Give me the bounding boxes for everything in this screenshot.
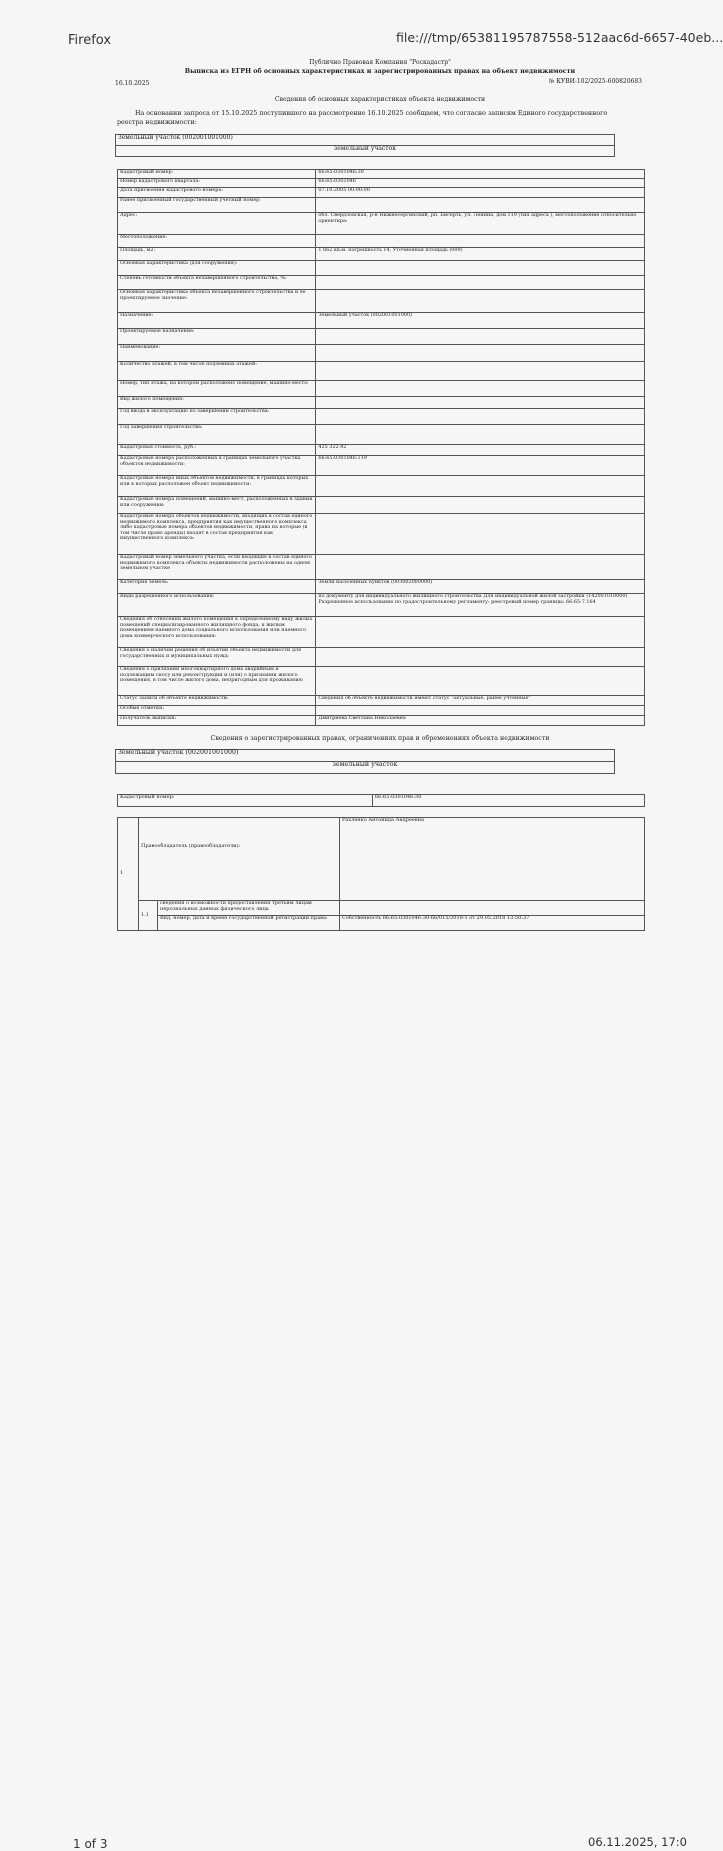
row-label: Наименование: [118, 345, 316, 362]
print-date: 06.11.2025, 17:0 [588, 1835, 687, 1849]
table-row [118, 594, 645, 617]
row-value [316, 397, 645, 409]
rights-section-title: Сведения о зарегистрированных правах, ограничениях прав и обременениях объекта недвижимости [210, 735, 550, 742]
row-value [316, 362, 645, 381]
row-label: Особые отметки: [118, 706, 316, 716]
table-row [118, 313, 645, 329]
object-header-table [115, 134, 615, 157]
table-row [118, 290, 645, 313]
row-label: Кадастровые номера расположенных в границах земельного участка объектов недвижимости: [118, 456, 316, 476]
characteristics-table [117, 169, 645, 726]
table-row [118, 706, 645, 716]
row-label: Год ввода в эксплуатацию по завершении строительства: [118, 409, 316, 425]
table-row [118, 497, 645, 514]
table-row [118, 276, 645, 290]
table-row [118, 555, 645, 580]
row-label: Статус записи об объекте недвижимости: [118, 696, 316, 706]
right-value: Собственность 66:65:0301046:30-66/015/2018-1 от 29.05.2018 13:50:37 [340, 916, 645, 931]
table-row [118, 617, 645, 648]
row-label: Номер, тип этажа, на котором расположено помещение, машино-место: [118, 381, 316, 397]
org-name: Публично Правовая Компания "Роскадастр" [309, 59, 451, 66]
row-value: по документу для индивидуального жилищного строительства Для индивидуальной жилой застройки (142001010000) Разрешенное использование по градостроительному регламенту: реестровый номер границы: 66:65-7.164 [316, 594, 645, 617]
row-value [316, 476, 645, 497]
row-label: Год завершения строительства: [118, 425, 316, 445]
holder-label: Правообладатель (правообладатели): [139, 818, 340, 901]
table-row [118, 425, 645, 445]
browser-name: Firefox [68, 33, 112, 48]
rights-object-table [115, 749, 615, 774]
table-row [118, 696, 645, 706]
row-value: 66:65:0301046 [316, 179, 645, 188]
rights-object-type-cell: земельный участок [116, 762, 615, 774]
row-label: Степень готовности объекта незавершенного строительства, %: [118, 276, 316, 290]
owner-index: 1 [118, 818, 139, 931]
table-row [118, 381, 645, 397]
faded-stamp-watermark [357, 836, 645, 874]
row-value: Земли населенных пунктов (003002000000) [316, 580, 645, 594]
row-value: 1 662 кв.м. погрешность 14, Уточненная площадь (009) [316, 248, 645, 261]
row-label: Вид жилого помещения: [118, 397, 316, 409]
row-label: Основная характеристика объекта незавершенного строительства и ее проектируемое значение: [118, 290, 316, 313]
table-row [118, 188, 645, 198]
rights-cad-label: Кадастровый номер: [118, 795, 373, 807]
row-value [316, 290, 645, 313]
document-date: 16.10.2025 [115, 80, 150, 87]
table-row [118, 213, 645, 235]
row-value [316, 555, 645, 580]
row-value: 07.10.2005 00:00:00 [316, 188, 645, 198]
row-value [316, 276, 645, 290]
browser-print-header [0, 0, 723, 60]
row-label: Сведения о признании многоквартирного дома аварийным и подлежащим сносу или реконструкции и (или) о признании жилого помещения, в том числе жилого дома, непригодным для проживания: [118, 667, 316, 696]
row-value: обл. Свердловская, р-н Нижнесергинский, рп. Бисерть, ул. Ленина, дом 119 (тип адреса ), местоположение относительно ориентира: [316, 213, 645, 235]
section-title: Сведения об основных характеристиках объекта недвижимости [274, 96, 486, 103]
row-value [316, 409, 645, 425]
rights-object-header-cell: Земельный участок (002001001000) [116, 750, 615, 762]
table-row [118, 345, 645, 362]
page-count: 1 of 3 [73, 1837, 108, 1851]
characteristics-rows [118, 170, 645, 726]
row-label: Кадастровый номер земельного участка, если входящие в состав единого недвижимого комплекса объекты недвижимости расположены на одном земельном участке [118, 555, 316, 580]
rights-cad-value: 66:65:0301046:30 [373, 795, 645, 807]
page-url: file:///tmp/65381195787558-512aac6d-6657-40eb... [396, 30, 723, 45]
row-value: 425 322.42 [316, 445, 645, 456]
table-row [118, 397, 645, 409]
row-value [316, 425, 645, 445]
consent-label: сведения о возможности предоставления третьим лицам персональных данных физического лица [158, 901, 340, 916]
owner-table [117, 817, 645, 931]
row-label: Основная характеристика (для сооружения): [118, 261, 316, 276]
row-value: Земельный участок (002001001000) [316, 313, 645, 329]
holder-name: Рахленко Антонида Андреевна [340, 818, 645, 901]
table-row [118, 445, 645, 456]
table-row [118, 648, 645, 667]
row-label: Категория земель: [118, 580, 316, 594]
table-row [118, 261, 645, 276]
table-row [118, 198, 645, 213]
document-title: Выписка из ЕГРН об основных характеристиках и зарегистрированных правах на объект недвижимости [184, 68, 576, 75]
row-value [316, 648, 645, 667]
row-label: Адрес: [118, 213, 316, 235]
row-value: Дмитриева Светлана Николаевна [316, 716, 645, 726]
table-row [118, 409, 645, 425]
row-label: Номер кадастрового квартала: [118, 179, 316, 188]
table-row [118, 580, 645, 594]
row-value: Сведения об объекте недвижимости имеют статус "актуальные, ранее учтенные" [316, 696, 645, 706]
row-value [316, 706, 645, 716]
object-header-cell: Земельный участок (002001001000) [116, 135, 615, 146]
row-label: Местоположение: [118, 235, 316, 248]
table-row [118, 248, 645, 261]
row-label: Получатель выписки: [118, 716, 316, 726]
row-label: Кадастровые номера помещений, машино-мест, расположенных в здании или сооружении: [118, 497, 316, 514]
row-value [316, 329, 645, 345]
sub-index: 1.1 [139, 901, 158, 931]
table-row [118, 329, 645, 345]
row-value [316, 381, 645, 397]
table-row [118, 362, 645, 381]
row-label: Кадастровый номер: [118, 170, 316, 179]
right-label: Вид, номер, дата и время государственной регистрации права: [158, 916, 340, 931]
row-value [316, 617, 645, 648]
row-value [316, 235, 645, 248]
row-label: Сведения о наличии решения об изъятии объекта недвижимости для государственных и муниципальных нужд: [118, 648, 316, 667]
row-value [316, 667, 645, 696]
row-value [316, 497, 645, 514]
table-row [118, 667, 645, 696]
row-label: Дата присвоения кадастрового номера: [118, 188, 316, 198]
table-row [118, 235, 645, 248]
table-row [118, 716, 645, 726]
row-value [316, 198, 645, 213]
object-type-cell: земельный участок [116, 146, 615, 157]
row-label: Кадастровые номера объектов недвижимости, входящих в состав единого недвижимого комплекса, предприятия как имущественного комплекса либо кадастровые номера объектов недвижимости, права на которые (в том числе право аренды) входят в состав предприятия как имущественного комплекса: [118, 514, 316, 555]
table-row [118, 456, 645, 476]
row-value [316, 514, 645, 555]
rights-cadastral-table [117, 794, 645, 807]
row-label: Площадь, м2: [118, 248, 316, 261]
browser-print-footer [0, 915, 687, 1851]
row-value [316, 261, 645, 276]
row-value: 66:65:0301046:30 [316, 170, 645, 179]
row-value [316, 345, 645, 362]
egrn-extract-page [110, 52, 650, 921]
row-label: Проектируемое назначение: [118, 329, 316, 345]
row-label: Ранее присвоенный государственный учетный номер: [118, 198, 316, 213]
table-row [118, 476, 645, 497]
row-label: Виды разрешенного использования: [118, 594, 316, 617]
row-label: Назначение: [118, 313, 316, 329]
row-label: Сведения об отнесении жилого помещения к определенному виду жилых помещений специализированного жилищного фонда, к жилым помещениям наемного дома социального использования или наемного дома коммерческого использования: [118, 617, 316, 648]
row-label: Кадастровые номера иных объектов недвижимости, в границах которых или в которых расположен объект недвижимости: [118, 476, 316, 497]
table-row [118, 514, 645, 555]
row-value: 66:65:0301046:119 [316, 456, 645, 476]
row-label: Кадастровая стоимость, руб.: [118, 445, 316, 456]
row-label: Количество этажей, в том числе подземных этажей: [118, 362, 316, 381]
document-number: № КУВИ-102/2025-600820683 [548, 78, 642, 85]
intro-text: На основании запроса от 15.10.2025 поступившего на рассмотрение 16.10.2025 сообщаем, что согласно записям Единого государственного реестра недвижимости: [117, 110, 608, 126]
consent-value [340, 901, 645, 916]
